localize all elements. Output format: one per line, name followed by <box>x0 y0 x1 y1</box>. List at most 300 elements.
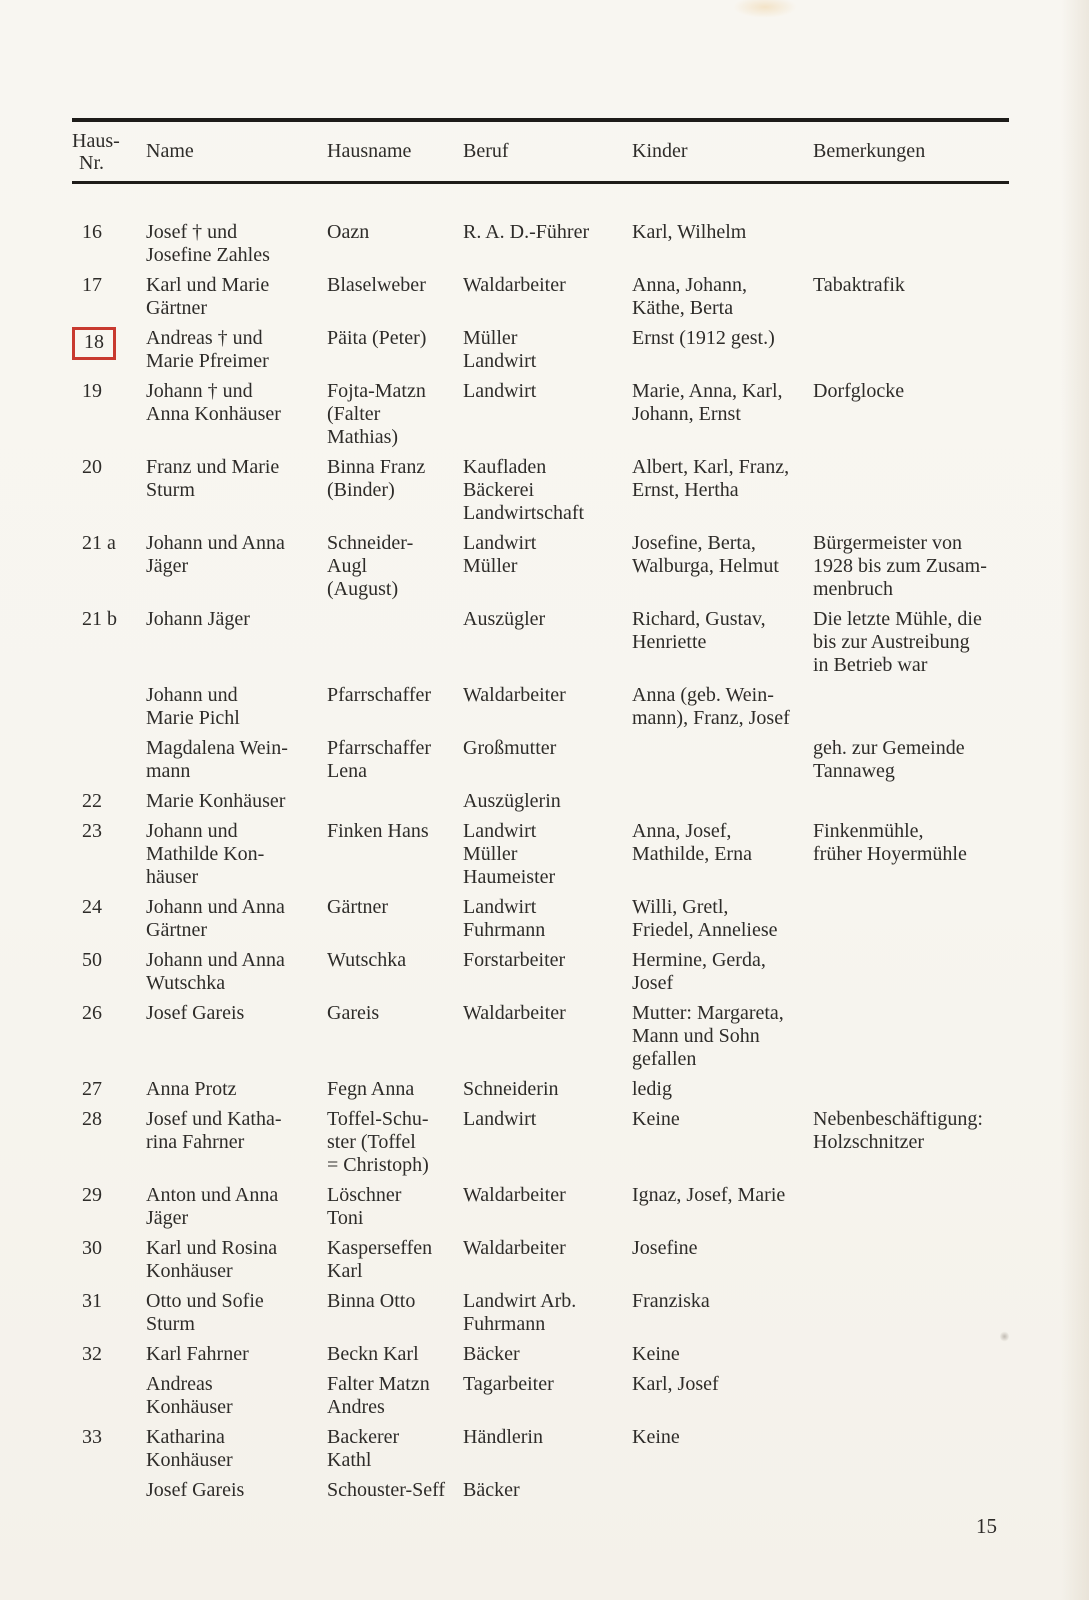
cell-line: 1928 bis zum Zusam- <box>813 555 987 577</box>
cell-nr <box>72 1108 146 1177</box>
cell-line: Andreas <box>146 1373 213 1395</box>
cell-name <box>146 1343 327 1366</box>
cell-line: Anna Konhäuser <box>146 403 281 425</box>
cell-line: Waldarbeiter <box>463 1237 566 1259</box>
cell-line: Waldarbeiter <box>463 1184 566 1206</box>
cell-line: Lena <box>327 760 367 782</box>
residents-table <box>72 118 1009 1509</box>
cell-line: häuser <box>146 866 199 888</box>
cell-hausname <box>327 1237 463 1283</box>
cell-line: Franz und Marie <box>146 456 280 478</box>
cell-name <box>146 1108 327 1177</box>
table-row <box>72 221 1009 267</box>
table-row <box>72 1343 1009 1366</box>
cell-nr <box>72 1184 146 1230</box>
cell-line: Andreas † und <box>146 327 263 349</box>
cell-line: Fuhrmann <box>463 1313 546 1335</box>
cell-line: Bäckerei <box>463 479 535 501</box>
cell-line: Josefine <box>632 1237 698 1259</box>
cell-line: Johann und Anna <box>146 949 285 971</box>
cell-line: Kaufladen <box>463 456 547 478</box>
cell-kinder <box>632 820 813 889</box>
cell-line: Landwirt <box>463 380 537 402</box>
cell-line: Anna Protz <box>146 1078 237 1100</box>
cell-nr <box>72 1479 146 1502</box>
cell-kinder <box>632 1373 813 1419</box>
cell-hausname <box>327 790 463 813</box>
cell-beruf <box>463 1343 632 1366</box>
cell-beruf <box>463 1078 632 1101</box>
cell-line: gefallen <box>632 1048 697 1070</box>
cell-line: Haus- <box>72 129 120 152</box>
cell-line: Wutschka <box>327 949 407 971</box>
cell-line: Toffel-Schu- <box>327 1108 429 1130</box>
cell-line: Anton und Anna <box>146 1184 279 1206</box>
cell-bemerkungen <box>813 1078 1009 1101</box>
cell-line: Kasperseffen <box>327 1237 433 1259</box>
cell-line: Nebenbeschäftigung: <box>813 1108 983 1130</box>
cell-nr <box>72 456 146 525</box>
cell-hausname <box>327 949 463 995</box>
cell-nr <box>72 532 146 601</box>
cell-line: Käthe, Berta <box>632 297 734 319</box>
cell-line: Tagarbeiter <box>463 1373 554 1395</box>
cell-kinder <box>632 1237 813 1283</box>
cell-line: Fegn Anna <box>327 1078 415 1100</box>
cell-hausname <box>327 1343 463 1366</box>
cell-line: Konhäuser <box>146 1260 233 1282</box>
cell-name <box>146 1479 327 1502</box>
cell-line: Wutschka <box>146 972 226 994</box>
cell-line: Gärtner <box>327 896 389 918</box>
cell-bemerkungen <box>813 1479 1009 1502</box>
cell-line: Richard, Gustav, <box>632 608 766 630</box>
cell-kinder <box>632 532 813 601</box>
cell-line: Landwirt <box>463 532 537 554</box>
cell-line: Josef Gareis <box>146 1002 245 1024</box>
table-row <box>72 1078 1009 1101</box>
cell-line: Augl <box>327 555 367 577</box>
cell-line: bis zur Austreibung <box>813 631 970 653</box>
cell-line: Die letzte Mühle, die <box>813 608 982 630</box>
cell-beruf <box>463 737 632 783</box>
cell-bemerkungen <box>813 1290 1009 1336</box>
cell-kinder <box>632 327 813 373</box>
table-row <box>72 274 1009 320</box>
cell-name <box>146 1184 327 1230</box>
cell-nr <box>72 737 146 783</box>
cell-line: Dorfglocke <box>813 380 905 402</box>
cell-bemerkungen <box>813 1108 1009 1177</box>
cell-beruf <box>463 684 632 730</box>
cell-line: Tannaweg <box>813 760 895 782</box>
cell-line: 19 <box>82 380 102 402</box>
cell-name <box>146 274 327 320</box>
cell-line: Binna Otto <box>327 1290 416 1312</box>
cell-line: Tabaktrafik <box>813 274 905 296</box>
cell-line: mann), Franz, Josef <box>632 707 790 729</box>
cell-bemerkungen <box>813 1343 1009 1366</box>
cell-line: Hausname <box>327 140 412 162</box>
cell-line: 21 a <box>82 532 116 554</box>
cell-line: rina Fahrner <box>146 1131 245 1153</box>
cell-nr <box>72 1426 146 1472</box>
cell-hausname <box>327 532 463 601</box>
highlight-box: 18 <box>72 327 116 360</box>
cell-line: Marie, Anna, Karl, <box>632 380 783 402</box>
cell-hausname <box>327 1290 463 1336</box>
cell-nr <box>72 1343 146 1366</box>
table-row <box>72 532 1009 601</box>
cell-line: Josef Gareis <box>146 1479 245 1501</box>
cell-line: Toni <box>327 1207 364 1229</box>
cell-name <box>146 380 327 449</box>
cell-line: = Christoph) <box>327 1154 429 1176</box>
cell-line: Karl <box>327 1260 363 1282</box>
cell-bemerkungen <box>813 820 1009 889</box>
cell-kinder <box>632 790 813 813</box>
cell-hausname <box>327 820 463 889</box>
table-body <box>72 221 1009 1502</box>
cell-line: früher Hoyermühle <box>813 843 967 865</box>
cell-nr <box>72 896 146 942</box>
cell-beruf <box>463 1184 632 1230</box>
table-row <box>72 949 1009 995</box>
cell-hausname <box>327 1184 463 1230</box>
cell-bemerkungen <box>813 737 1009 783</box>
cell-line: Johann und <box>146 820 238 842</box>
cell-line: Anna, Johann, <box>632 274 747 296</box>
cell-line: Johann und Anna <box>146 532 285 554</box>
cell-kinder <box>632 221 813 267</box>
cell-line: Landwirtschaft <box>463 502 585 524</box>
cell-line: Konhäuser <box>146 1396 233 1418</box>
cell-beruf <box>463 380 632 449</box>
cell-line: menbruch <box>813 578 893 600</box>
cell-line: Ignaz, Josef, Marie <box>632 1184 786 1206</box>
cell-beruf <box>463 949 632 995</box>
cell-bemerkungen <box>813 532 1009 601</box>
cell-line: 50 <box>82 949 102 971</box>
column-header-hausname <box>327 140 463 163</box>
column-header-name <box>146 140 327 163</box>
cell-line: Ernst, Hertha <box>632 479 739 501</box>
cell-line: Gärtner <box>146 297 208 319</box>
cell-hausname <box>327 896 463 942</box>
cell-line: Bemerkungen <box>813 140 926 162</box>
cell-name <box>146 1237 327 1283</box>
column-header-bemerkungen <box>813 140 1009 163</box>
cell-line: 32 <box>82 1343 102 1365</box>
cell-nr <box>72 1002 146 1071</box>
cell-kinder <box>632 896 813 942</box>
cell-name <box>146 684 327 730</box>
table-row <box>72 327 1009 373</box>
cell-line: Konhäuser <box>146 1449 233 1471</box>
cell-line: mann <box>146 760 191 782</box>
table-row <box>72 737 1009 783</box>
cell-line: Kathl <box>327 1449 372 1471</box>
cell-hausname <box>327 608 463 677</box>
cell-line: Bäcker <box>463 1343 520 1365</box>
cell-bemerkungen <box>813 790 1009 813</box>
table-row <box>72 1426 1009 1472</box>
cell-beruf <box>463 456 632 525</box>
cell-hausname <box>327 1002 463 1071</box>
cell-line: Franziska <box>632 1290 710 1312</box>
cell-line: Schneiderin <box>463 1078 559 1100</box>
cell-line: Müller <box>463 555 518 577</box>
cell-name <box>146 608 327 677</box>
cell-bemerkungen <box>813 456 1009 525</box>
cell-bemerkungen <box>813 380 1009 449</box>
cell-line: 20 <box>82 456 102 478</box>
cell-line: Auszüglerin <box>463 790 561 812</box>
cell-line: Schneider- <box>327 532 414 554</box>
cell-nr <box>72 221 146 267</box>
cell-line: Magdalena Wein- <box>146 737 288 759</box>
cell-hausname <box>327 1078 463 1101</box>
cell-line: Landwirt <box>463 1108 537 1130</box>
cell-line: Pfarrschaffer <box>327 737 432 759</box>
table-row <box>72 1479 1009 1502</box>
scan-edge-shadow <box>1061 0 1089 1600</box>
cell-hausname <box>327 380 463 449</box>
cell-line: Keine <box>632 1108 680 1130</box>
cell-bemerkungen <box>813 221 1009 267</box>
cell-hausname <box>327 456 463 525</box>
cell-nr <box>72 380 146 449</box>
cell-bemerkungen <box>813 274 1009 320</box>
cell-line: 30 <box>82 1237 102 1259</box>
cell-bemerkungen <box>813 949 1009 995</box>
cell-name <box>146 1290 327 1336</box>
cell-nr <box>72 820 146 889</box>
cell-bemerkungen <box>813 896 1009 942</box>
cell-beruf <box>463 221 632 267</box>
cell-name <box>146 1373 327 1419</box>
cell-hausname <box>327 1426 463 1472</box>
cell-hausname <box>327 1373 463 1419</box>
cell-line: Kinder <box>632 140 688 162</box>
cell-line: Jäger <box>146 555 189 577</box>
cell-kinder <box>632 737 813 783</box>
cell-name <box>146 456 327 525</box>
cell-hausname <box>327 1108 463 1177</box>
cell-beruf <box>463 1108 632 1177</box>
cell-beruf <box>463 896 632 942</box>
cell-line: Päita (Peter) <box>327 327 427 349</box>
cell-nr <box>72 274 146 320</box>
cell-kinder <box>632 1290 813 1336</box>
cell-line: Binna Franz <box>327 456 426 478</box>
cell-name <box>146 221 327 267</box>
cell-line: (Binder) <box>327 479 395 501</box>
cell-line: 23 <box>82 820 102 842</box>
cell-line: Karl und Marie <box>146 274 270 296</box>
cell-line: Oazn <box>327 221 370 243</box>
cell-bemerkungen <box>813 327 1009 373</box>
cell-line: Händlerin <box>463 1426 543 1448</box>
table-row <box>72 896 1009 942</box>
table-row <box>72 820 1009 889</box>
cell-kinder <box>632 1002 813 1071</box>
cell-line: Bäcker <box>463 1479 520 1501</box>
cell-name <box>146 949 327 995</box>
cell-name <box>146 1078 327 1101</box>
cell-name <box>146 1002 327 1071</box>
cell-bemerkungen <box>813 1002 1009 1071</box>
cell-line: Großmutter <box>463 737 557 759</box>
cell-line: Mann und Sohn <box>632 1025 760 1047</box>
cell-line: Mutter: Margareta, <box>632 1002 784 1024</box>
cell-hausname <box>327 327 463 373</box>
table-header-rule <box>72 181 1009 184</box>
cell-kinder <box>632 949 813 995</box>
cell-line: Anna (geb. Wein- <box>632 684 774 706</box>
cell-bemerkungen <box>813 684 1009 730</box>
cell-line: ster (Toffel <box>327 1131 416 1153</box>
cell-line: Sturm <box>146 479 195 501</box>
cell-line: Karl, Wilhelm <box>632 221 747 243</box>
cell-nr <box>72 1373 146 1419</box>
cell-nr <box>72 790 146 813</box>
cell-line: Keine <box>632 1343 680 1365</box>
cell-line: Johann und Anna <box>146 896 285 918</box>
cell-line: Mathilde Kon- <box>146 843 265 865</box>
cell-line: Mathilde, Erna <box>632 843 752 865</box>
cell-hausname <box>327 684 463 730</box>
column-header-beruf <box>463 140 632 163</box>
cell-nr <box>72 327 146 373</box>
cell-beruf <box>463 1237 632 1283</box>
table-row <box>72 1290 1009 1336</box>
cell-line: Finkenmühle, <box>813 820 924 842</box>
cell-line: 17 <box>82 274 102 296</box>
cell-line: 26 <box>82 1002 102 1024</box>
cell-line: Josef und Katha- <box>146 1108 282 1130</box>
table-row <box>72 790 1009 813</box>
cell-kinder <box>632 1078 813 1101</box>
cell-nr <box>72 1237 146 1283</box>
cell-kinder <box>632 1343 813 1366</box>
cell-line: Gareis <box>327 1002 380 1024</box>
cell-name <box>146 790 327 813</box>
cell-nr <box>72 1290 146 1336</box>
cell-line: geh. zur Gemeinde <box>813 737 965 759</box>
cell-line: Waldarbeiter <box>463 684 566 706</box>
cell-line: Karl und Rosina <box>146 1237 278 1259</box>
cell-line: Backerer <box>327 1426 400 1448</box>
cell-hausname <box>327 274 463 320</box>
cell-kinder <box>632 380 813 449</box>
cell-name <box>146 327 327 373</box>
cell-line: Ernst (1912 gest.) <box>632 327 775 349</box>
cell-name <box>146 737 327 783</box>
cell-line: Holzschnitzer <box>813 1131 925 1153</box>
cell-line: Katharina <box>146 1426 225 1448</box>
cell-hausname <box>327 737 463 783</box>
cell-line: Blaselweber <box>327 274 426 296</box>
cell-line: R. A. D.-Führer <box>463 221 590 243</box>
cell-line: Haumeister <box>463 866 556 888</box>
cell-line: Beckn Karl <box>327 1343 419 1365</box>
cell-beruf <box>463 1426 632 1472</box>
cell-line: Marie Konhäuser <box>146 790 286 812</box>
cell-line: Johann Jäger <box>146 608 250 630</box>
cell-line: 33 <box>82 1426 102 1448</box>
cell-hausname <box>327 221 463 267</box>
cell-line: Löschner <box>327 1184 402 1206</box>
cell-line: Nr. <box>79 151 104 174</box>
cell-line: Fojta-Matzn <box>327 380 426 402</box>
cell-beruf <box>463 274 632 320</box>
cell-line: Name <box>146 140 194 162</box>
cell-line: Landwirt <box>463 896 537 918</box>
cell-line: Finken Hans <box>327 820 429 842</box>
cell-bemerkungen <box>813 1426 1009 1472</box>
cell-kinder <box>632 274 813 320</box>
table-row <box>72 380 1009 449</box>
cell-beruf <box>463 327 632 373</box>
cell-line: Müller <box>463 327 518 349</box>
cell-nr <box>72 949 146 995</box>
cell-line: 28 <box>82 1108 102 1130</box>
cell-line: (August) <box>327 578 399 600</box>
cell-line: Josefine Zahles <box>146 244 270 266</box>
cell-line: Josef <box>632 972 674 994</box>
cell-beruf <box>463 1373 632 1419</box>
column-header-kinder <box>632 140 813 163</box>
cell-kinder <box>632 456 813 525</box>
cell-beruf <box>463 790 632 813</box>
cell-line: Willi, Gretl, <box>632 896 729 918</box>
cell-line: Johann † und <box>146 380 253 402</box>
cell-line: Fuhrmann <box>463 919 546 941</box>
cell-line: 21 b <box>82 608 117 630</box>
cell-line: Marie Pichl <box>146 707 240 729</box>
table-row <box>72 1184 1009 1230</box>
table-row <box>72 1002 1009 1071</box>
table-row <box>72 1237 1009 1283</box>
cell-line: Beruf <box>463 140 509 162</box>
cell-line: 29 <box>82 1184 102 1206</box>
cell-line: 22 <box>82 790 102 812</box>
cell-hausname <box>327 1479 463 1502</box>
cell-line: Johann und <box>146 684 238 706</box>
cell-line: Landwirt <box>463 820 537 842</box>
cell-line: Landwirt <box>463 350 537 372</box>
cell-bemerkungen <box>813 1237 1009 1283</box>
cell-kinder <box>632 1184 813 1230</box>
cell-name <box>146 820 327 889</box>
cell-line: Otto und Sofie <box>146 1290 264 1312</box>
table-row <box>72 1373 1009 1419</box>
cell-line: Henriette <box>632 631 707 653</box>
table-header <box>72 122 1009 181</box>
cell-line: Jäger <box>146 1207 189 1229</box>
cell-line: 27 <box>82 1078 102 1100</box>
cell-line: Müller <box>463 843 518 865</box>
cell-kinder <box>632 1426 813 1472</box>
cell-line: 24 <box>82 896 102 918</box>
scan-smudge <box>733 0 797 18</box>
cell-line: Bürgermeister von <box>813 532 963 554</box>
cell-line: Waldarbeiter <box>463 1002 566 1024</box>
cell-line: (Falter <box>327 403 381 425</box>
cell-line: Keine <box>632 1426 680 1448</box>
cell-nr <box>72 1078 146 1101</box>
